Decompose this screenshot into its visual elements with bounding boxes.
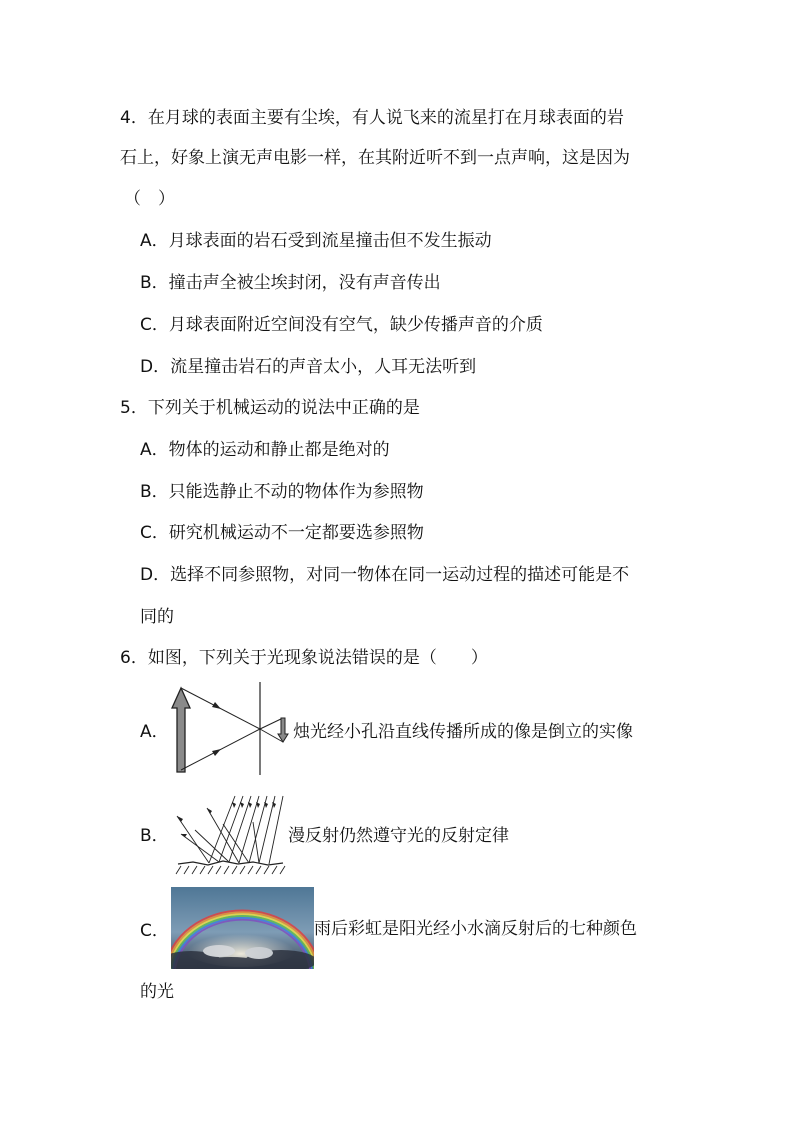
q5-option-c[interactable]: C．研究机械运动不一定都要选参照物 <box>140 523 424 543</box>
diffuse-reflection-figure <box>173 792 288 877</box>
q4-stem-line1: 4．在月球的表面主要有尘埃，有人说飞来的流星打在月球表面的岩 <box>120 108 624 128</box>
q4-option-d[interactable]: D．流星撞击岩石的声音太小，人耳无法听到 <box>140 357 477 377</box>
q5-stem: 5．下列关于机械运动的说法中正确的是 <box>120 398 420 418</box>
ray-bottom-ext <box>260 718 283 729</box>
q4-stem-line2: 石上，好象上演无声电影一样，在其附近听不到一点声响，这是因为 <box>120 148 630 168</box>
ray-top-arrowhead <box>212 702 221 709</box>
candle-arrow-shape <box>172 688 190 772</box>
pinhole-camera-figure <box>165 680 305 780</box>
inverted-image-arrow <box>278 718 288 742</box>
q6-option-c-text-line2: 的光 <box>140 982 174 1002</box>
q6-option-c-label[interactable]: C． <box>140 921 169 941</box>
surface-hatching <box>176 866 285 874</box>
q6-option-c-text-line1[interactable]: 雨后彩虹是阳光经小水滴反射后的七种颜色 <box>314 919 637 939</box>
q6-option-a-label[interactable]: A． <box>140 722 169 742</box>
q4-option-c[interactable]: C．月球表面附近空间没有空气，缺少传播声音的介质 <box>140 315 543 335</box>
q4-option-a[interactable]: A．月球表面的岩石受到流星撞击但不发生振动 <box>140 231 492 251</box>
reflected-rays <box>177 808 259 863</box>
q4-option-b[interactable]: B．撞击声全被尘埃封闭，没有声音传出 <box>140 273 441 293</box>
q6-option-a-text[interactable]: 烛光经小孔沿直线传播所成的像是倒立的实像 <box>293 722 633 742</box>
rainbow-photo <box>171 887 314 969</box>
q5-option-d-line2: 同的 <box>140 607 174 627</box>
q6-option-b-text[interactable]: 漫反射仍然遵守光的反射定律 <box>288 826 509 846</box>
rough-surface <box>178 861 283 865</box>
q5-option-b[interactable]: B．只能选静止不动的物体作为参照物 <box>140 482 424 502</box>
reflected-arrowheads <box>177 808 212 837</box>
q6-option-b-label[interactable]: B． <box>140 826 169 846</box>
ray-bottom-arrowhead <box>212 749 221 756</box>
q4-answer-bracket: （ ） <box>124 189 175 209</box>
q5-option-d-line1[interactable]: D．选择不同参照物，对同一物体在同一运动过程的描述可能是不 <box>140 565 630 585</box>
q5-option-a[interactable]: A．物体的运动和静止都是绝对的 <box>140 440 390 460</box>
q6-stem: 6．如图，下列关于光现象说法错误的是（ ） <box>120 648 488 668</box>
